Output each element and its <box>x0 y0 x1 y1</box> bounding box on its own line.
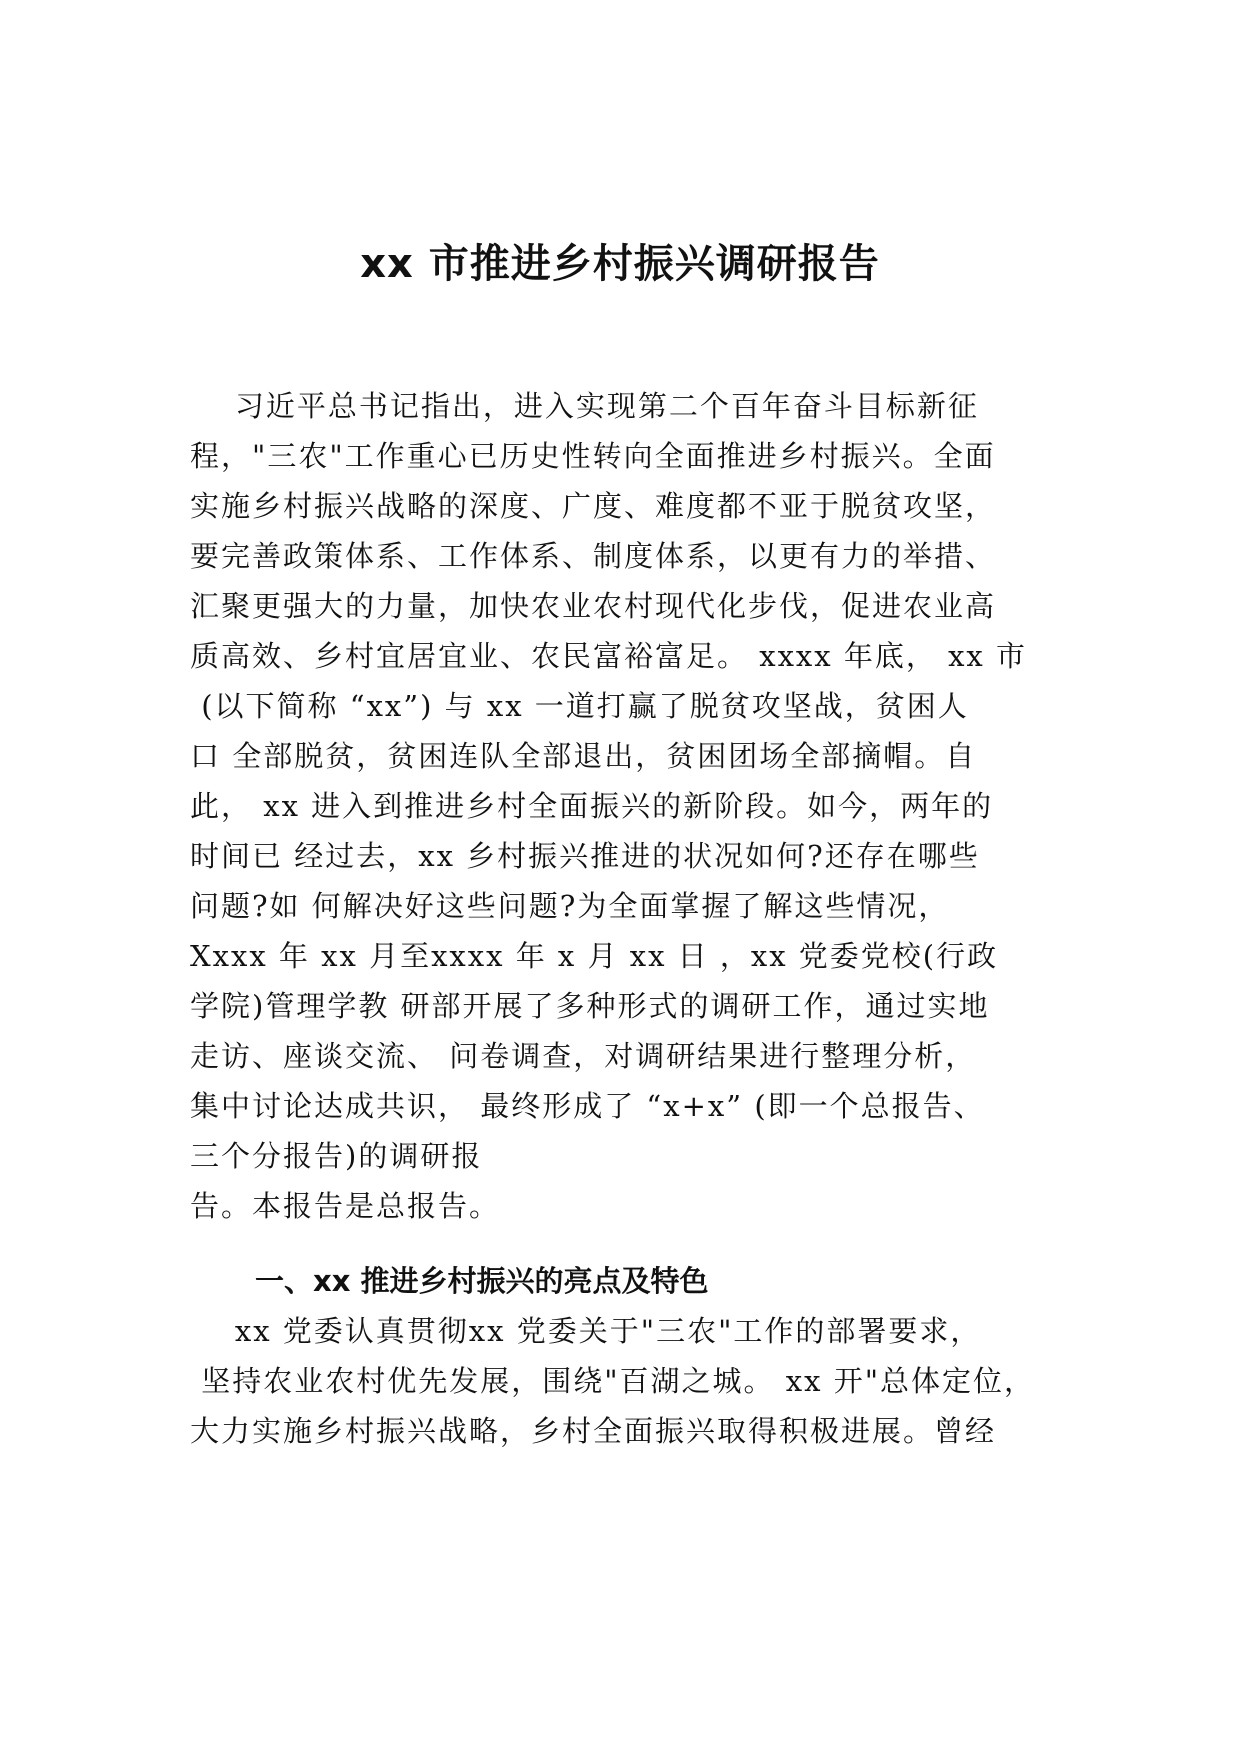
section-heading: 一、xx 推进乡村振兴的亮点及特色 <box>255 1264 709 1298</box>
section-paragraph <box>190 1306 1056 1456</box>
text-line: 汇聚更强大的力量，加快农业农村现代化步伐，促进农业高 <box>190 589 997 623</box>
text-line: 坚持农业农村优先发展，围绕"百湖之城。 xx 开"总体定位， <box>190 1364 1036 1398</box>
text-line: 程，"三农"工作重心已历史性转向全面推进乡村振兴。全面 <box>190 439 996 473</box>
text-line: 实施乡村振兴战略的深度、广度、难度都不亚于脱贫攻坚， <box>190 489 997 523</box>
text-line: 要完善政策体系、工作体系、制度体系，以更有力的举措、 <box>190 539 997 573</box>
text-line: 时间已 经过去，xx 乡村振兴推进的状况如何?还存在哪些 <box>190 839 980 873</box>
text-line: 集中讨论达成共识， 最终形成了 “x+x” (即一个总报告、 <box>190 1089 985 1123</box>
document-title: xx 市推进乡村振兴调研报告 <box>360 241 880 287</box>
text-line: xx 党委认真贯彻xx 党委关于"三农"工作的部署要求， <box>190 1314 982 1348</box>
text-line: 口 全部脱贫，贫困连队全部退出，贫困团场全部摘帽。自 <box>190 739 977 773</box>
text-line: Xxxx 年 xx 月至xxxx 年 x 月 xx 日 ，xx 党委党校(行政 <box>190 939 999 973</box>
text-line: (以下简称 “xx”) 与 xx 一道打赢了脱贫攻坚战，贫困人 <box>190 689 969 723</box>
text-line: 三个分报告)的调研报 <box>190 1139 483 1173</box>
text-line: 告。本报告是总报告。 <box>190 1189 501 1223</box>
text-line: 问题?如 何解决好这些问题?为全面掌握了解这些情况， <box>190 889 950 923</box>
intro-paragraph <box>190 381 1056 1231</box>
text-line: 质高效、乡村宜居宜业、农民富裕富足。 xxxx 年底， xx 市 <box>190 639 1028 673</box>
text-line: 学院)管理学教 研部开展了多种形式的调研工作，通过实地 <box>190 989 990 1023</box>
text-line: 习近平总书记指出，进入实现第二个百年奋斗目标新征 <box>190 389 979 423</box>
text-line: 大力实施乡村振兴战略，乡村全面振兴取得积极进展。曾经 <box>190 1414 997 1448</box>
text-line: 走访、座谈交流、 问卷调查，对调研结果进行整理分析， <box>190 1039 977 1073</box>
text-line: 此， xx 进入到推进乡村全面振兴的新阶段。如今，两年的 <box>190 789 994 823</box>
